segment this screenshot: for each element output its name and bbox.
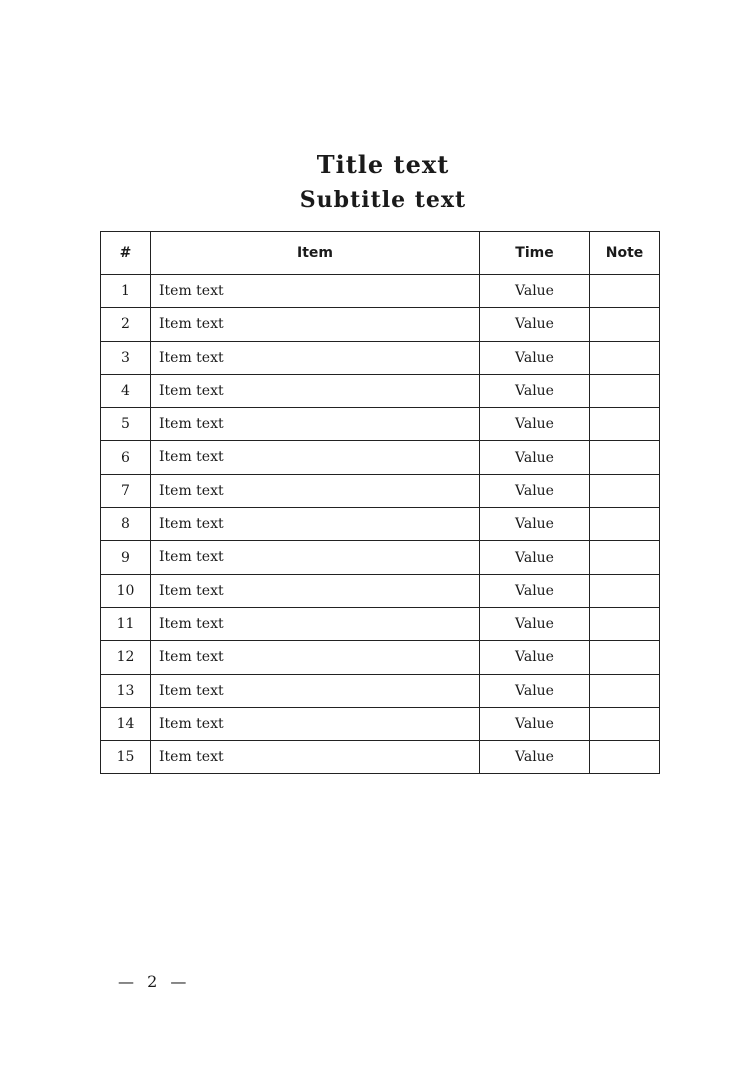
row-content: Item text — [151, 607, 480, 640]
row-content: Item text — [151, 374, 480, 407]
table-row — [101, 574, 660, 607]
row-time: Value — [480, 607, 590, 640]
row-content: Item text — [151, 541, 480, 574]
page-subtitle: Subtitle text — [299, 187, 467, 213]
row-number: 2 — [101, 308, 151, 341]
row-number: 13 — [101, 674, 151, 707]
row-content: Item text — [151, 408, 480, 441]
row-content: Item text — [151, 341, 480, 374]
table-header-row — [101, 232, 660, 275]
header-num: # — [101, 232, 151, 275]
row-time: Value — [480, 641, 590, 674]
page-title: Title text — [316, 150, 450, 179]
row-time: Value — [480, 408, 590, 441]
row-note — [590, 707, 660, 740]
row-note — [590, 674, 660, 707]
row-note — [590, 374, 660, 407]
header-time: Time — [480, 232, 590, 275]
row-content: Item text — [151, 275, 480, 308]
table-row — [101, 308, 660, 341]
row-time: Value — [480, 508, 590, 541]
table-row — [101, 641, 660, 674]
row-number: 4 — [101, 374, 151, 407]
plan-table — [100, 231, 660, 774]
row-time: Value — [480, 541, 590, 574]
row-content: Item text — [151, 441, 480, 474]
table-row — [101, 541, 660, 574]
row-number: 7 — [101, 474, 151, 507]
row-content: Item text — [151, 641, 480, 674]
row-note — [590, 275, 660, 308]
table-row — [101, 508, 660, 541]
row-content: Item text — [151, 308, 480, 341]
row-number: 5 — [101, 408, 151, 441]
table-body — [101, 275, 660, 774]
row-number: 1 — [101, 275, 151, 308]
row-time: Value — [480, 674, 590, 707]
row-content: Item text — [151, 508, 480, 541]
row-note — [590, 308, 660, 341]
row-note — [590, 474, 660, 507]
row-note — [590, 641, 660, 674]
row-time: Value — [480, 741, 590, 774]
row-content: Item text — [151, 574, 480, 607]
row-note — [590, 607, 660, 640]
row-content: Item text — [151, 674, 480, 707]
table-row — [101, 341, 660, 374]
row-note — [590, 541, 660, 574]
table-row — [101, 674, 660, 707]
row-number: 12 — [101, 641, 151, 674]
row-time: Value — [480, 441, 590, 474]
row-content: Item text — [151, 741, 480, 774]
row-time: Value — [480, 341, 590, 374]
table-row — [101, 474, 660, 507]
row-note — [590, 441, 660, 474]
page-number: — 2 — — [118, 972, 191, 991]
row-note — [590, 741, 660, 774]
table-row — [101, 607, 660, 640]
row-note — [590, 341, 660, 374]
header-note: Note — [590, 232, 660, 275]
row-number: 14 — [101, 707, 151, 740]
table-row — [101, 275, 660, 308]
row-time: Value — [480, 308, 590, 341]
table-row — [101, 408, 660, 441]
header-content: Item — [151, 232, 480, 275]
table-row — [101, 441, 660, 474]
table-row — [101, 707, 660, 740]
row-number: 11 — [101, 607, 151, 640]
row-time: Value — [480, 574, 590, 607]
row-number: 6 — [101, 441, 151, 474]
row-number: 9 — [101, 541, 151, 574]
table-row — [101, 741, 660, 774]
row-time: Value — [480, 275, 590, 308]
row-content: Item text — [151, 474, 480, 507]
row-note — [590, 508, 660, 541]
row-number: 8 — [101, 508, 151, 541]
row-time: Value — [480, 374, 590, 407]
row-time: Value — [480, 707, 590, 740]
row-number: 15 — [101, 741, 151, 774]
row-content: Item text — [151, 707, 480, 740]
row-note — [590, 574, 660, 607]
row-note — [590, 408, 660, 441]
table-row — [101, 374, 660, 407]
row-number: 10 — [101, 574, 151, 607]
row-number: 3 — [101, 341, 151, 374]
row-time: Value — [480, 474, 590, 507]
